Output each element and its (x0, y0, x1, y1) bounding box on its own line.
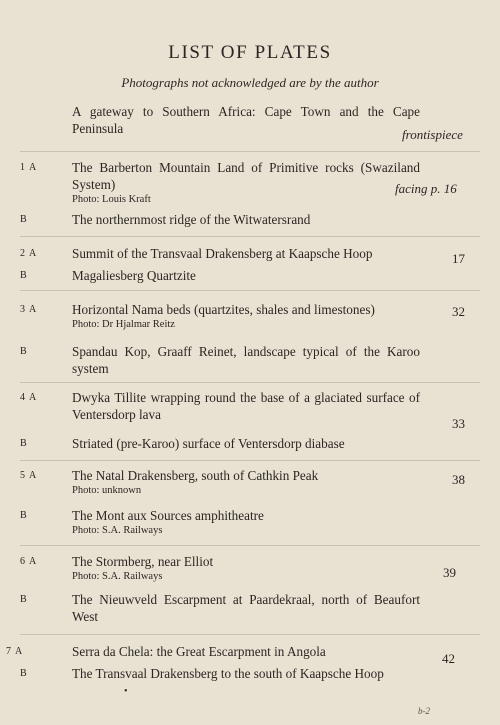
plate-page: 42 (442, 651, 455, 666)
section-divider (20, 545, 480, 546)
plate-caption: Striated (pre-Karoo) surface of Ventersdorp diabase (72, 436, 345, 451)
caption-text: The Mont aux Sources amphitheatre (72, 508, 264, 523)
page-subtitle: Photographs not acknowledged are by the author (121, 75, 379, 90)
plate-number: B (20, 438, 28, 449)
plate-caption: Magaliesberg Quartzite (72, 268, 196, 283)
plate-page: 39 (443, 565, 456, 580)
photo-credit: Photo: S.A. Railways (72, 571, 163, 582)
section-divider (20, 382, 480, 383)
caption-text: The Barberton Mountain Land of Primitive rocks (Swaziland System) (72, 160, 420, 192)
section-divider (20, 460, 480, 461)
plate-number: 7 A (6, 646, 24, 657)
plate-caption (72, 507, 420, 538)
photo-credit: Photo: unknown (72, 485, 142, 496)
plate-number: B (20, 270, 28, 281)
plate-caption: The Transvaal Drakensberg to the south of Kaapsche Hoop (72, 666, 384, 681)
caption-text: The Stormberg, near Elliot (72, 554, 214, 569)
plate-number: 2 A (20, 248, 38, 259)
plate-number: B (20, 214, 28, 225)
plate-caption: The northernmost ridge of the Witwatersrand (72, 212, 311, 227)
plate-caption (72, 553, 420, 584)
section-divider (20, 634, 480, 635)
plate-number: 3 A (20, 304, 38, 315)
section-divider (20, 236, 480, 237)
photo-credit: Photo: Dr Hjalmar Reitz (72, 319, 175, 330)
plate-page: 33 (452, 416, 465, 431)
plate-caption (72, 301, 420, 332)
plate-caption (72, 159, 420, 207)
section-divider (20, 290, 480, 291)
plate-page: 32 (452, 304, 465, 319)
photo-credit: Photo: S.A. Railways (72, 525, 163, 536)
ink-dot: • (124, 686, 128, 697)
plate-number: 1 A (20, 162, 38, 173)
plate-caption (72, 467, 420, 498)
plate-caption: Dwyka Tillite wrapping round the base of a glaciated surface of Ventersdorp lava (72, 390, 420, 422)
plate-caption: A gateway to Southern Africa: Cape Town and the Cape Peninsula (72, 104, 420, 136)
plate-number: 4 A (20, 392, 38, 403)
photo-credit: Photo: Louis Kraft (72, 194, 151, 205)
caption-text: The Natal Drakensberg, south of Cathkin Peak (72, 468, 319, 483)
plate-page: 17 (452, 251, 465, 266)
plate-number: B (20, 668, 28, 679)
plate-number: B (20, 346, 28, 357)
plate-number: 5 A (20, 470, 38, 481)
plate-page: 38 (452, 472, 465, 487)
plate-number: B (20, 510, 28, 521)
bleed-through-text (0, 0, 500, 18)
plate-page: frontispiece (402, 127, 463, 142)
plate-caption: Spandau Kop, Graaff Reinet, landscape typical of the Karoo system (72, 344, 420, 376)
plate-caption: Summit of the Transvaal Drakensberg at Kaapsche Hoop (72, 246, 373, 261)
plate-number: 6 A (20, 556, 38, 567)
plate-caption: Serra da Chela: the Great Escarpment in Angola (72, 644, 326, 659)
signature-mark: b-2 (418, 706, 430, 716)
page-title: LIST OF PLATES (168, 42, 332, 63)
section-divider (20, 151, 480, 152)
caption-text: Horizontal Nama beds (quartzites, shales and limestones) (72, 302, 375, 317)
plate-page: facing p. 16 (395, 181, 457, 196)
plate-caption: The Nieuwveld Escarpment at Paardekraal, north of Beaufort West (72, 592, 420, 624)
plate-number: B (20, 594, 28, 605)
